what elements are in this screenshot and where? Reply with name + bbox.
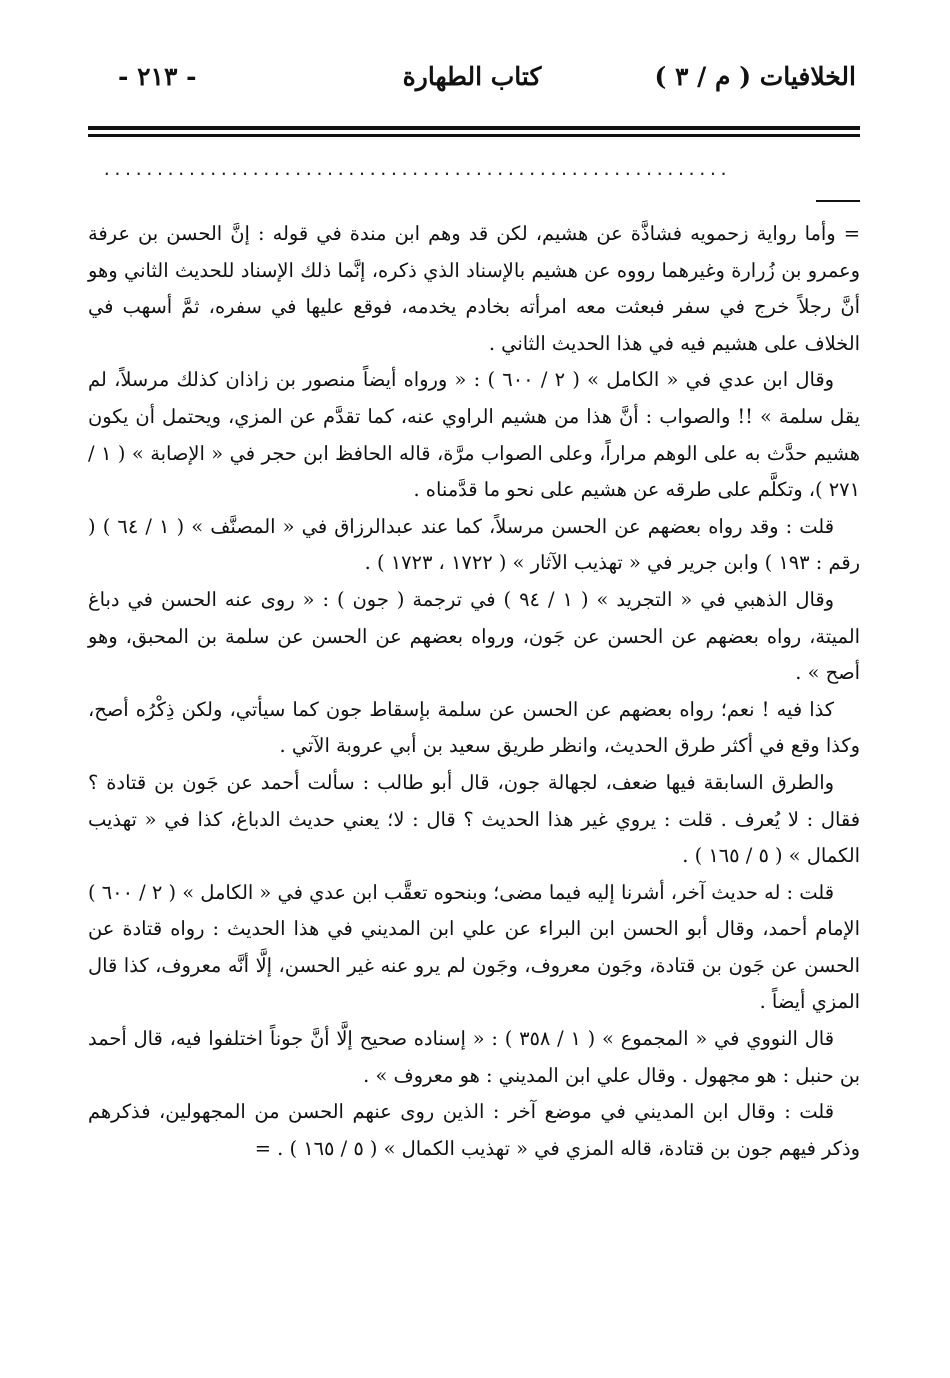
page-header	[88, 52, 856, 102]
paragraph: وقال ابن عدي في « الكامل » ( ٢ / ٦٠٠ ) : « ورواه أيضاً منصور بن زاذان كذلك مرسلاً، لم يقل سلمة » !! والصواب : أنَّ هذا من هشيم الراوي عنه، كما تقدَّم عن المزي، ويحتمل أن يكون هشيم حدَّث به على الوهم مراراً، وعلى الصواب مرَّة، قاله الحافظ ابن حجر في « الإصابة » ( ١ / ٢٧١ )، وتكلَّم على طرقه عن هشيم على نحو ما قدَّمناه .	[88, 368, 860, 502]
header-rule-bottom	[88, 134, 860, 137]
paragraph: = وأما رواية زحمويه فشاذَّة عن هشيم، لكن قد وهم ابن مندة في قوله : إنَّ الحسن بن عرفة وعمرو بن زُرارة وغيرهما رووه عن هشيم بالإسناد الذي ذكره، إنَّما ذلك الإسناد للحديث الثاني وهو أنَّ رجلاً خرج في سفر فبعثت معه امرأته بخادم يخدمه، فوقع عليها في سفره، ثمَّ أسهب في الخلاف على هشيم فيه في هذا الحديث الثاني .	[88, 222, 860, 355]
paragraph: والطرق السابقة فيها ضعف، لجهالة جون، قال أبو طالب : سألت أحمد عن جَون بن قتادة ؟ فقال : لا يُعرف . قلت : يروي غير هذا الحديث ؟ قال : لا؛ يعني حديث الدباغ، كذا في « تهذيب الكمال » ( ٥ / ١٦٥ ) .	[88, 770, 860, 868]
paragraph: كذا فيه ! نعم؛ رواه بعضهم عن الحسن عن سلمة بإسقاط جون كما سيأتي، ولكن ذِكْرُه أصح، وكذا وقع في أكثر طرق الحديث، وانظر طريق سعيد بن أبي عروبة الآتي .	[88, 697, 860, 758]
paragraph: وقال الذهبي في « التجريد » ( ١ / ٩٤ ) في ترجمة ( جون ) : « روى عنه الحسن في دباغ الميتة، رواه بعضهم عن الحسن عن جَون، ورواه بعضهم عن الحسن عن سلمة بن المحبق، وهو أصح » .	[88, 587, 860, 685]
paragraph: قال النووي في « المجموع » ( ١ / ٣٥٨ ) : « إسناده صحيح إلَّا أنَّ جوناً اختلفوا فيه، قال أحمد بن حنبل : هو مجهول . وقال علي ابن المديني : هو معروف » .	[88, 1027, 860, 1087]
chapter-title: كتاب الطهارة	[402, 62, 542, 91]
footnote-body	[88, 216, 860, 1167]
book-title: الخلافيات ( م / ٣ )	[654, 62, 856, 91]
paragraph: قلت : وقال ابن المديني في موضع آخر : الذين روى عنهم الحسن من المجهولين، فذكرهم وذكر فيهم جون بن قتادة، قاله المزي في « تهذيب الكمال » ( ٥ / ١٦٥ ) . =	[88, 1100, 860, 1160]
header-rule-top	[88, 126, 860, 130]
page-number: - ٢١٣ -	[118, 62, 197, 91]
dotted-separator: ...........................................................	[102, 160, 730, 179]
footnote-rule	[816, 200, 860, 202]
paragraph: قلت : وقد رواه بعضهم عن الحسن مرسلاً، كما عند عبدالرزاق في « المصنَّف » ( ١ / ٦٤ ) ( رقم : ١٩٣ ) وابن جرير في « تهذيب الآثار » ( ١٧٢٢ ، ١٧٢٣ ) .	[88, 514, 860, 575]
paragraph: قلت : له حديث آخر، أشرنا إليه فيما مضى؛ وبنحوه تعقَّب ابن عدي في « الكامل » ( ٢ / ٦٠٠ ) الإمام أحمد، وقال أبو الحسن ابن البراء عن علي ابن المديني في هذا الحديث : رواه قتادة عن الحسن عن جَون بن قتادة، وجَون معروف، وجَون لم يرو عنه غير الحسن، إلَّا أنَّه معروف، كذا قال المزي أيضاً .	[88, 880, 860, 1014]
